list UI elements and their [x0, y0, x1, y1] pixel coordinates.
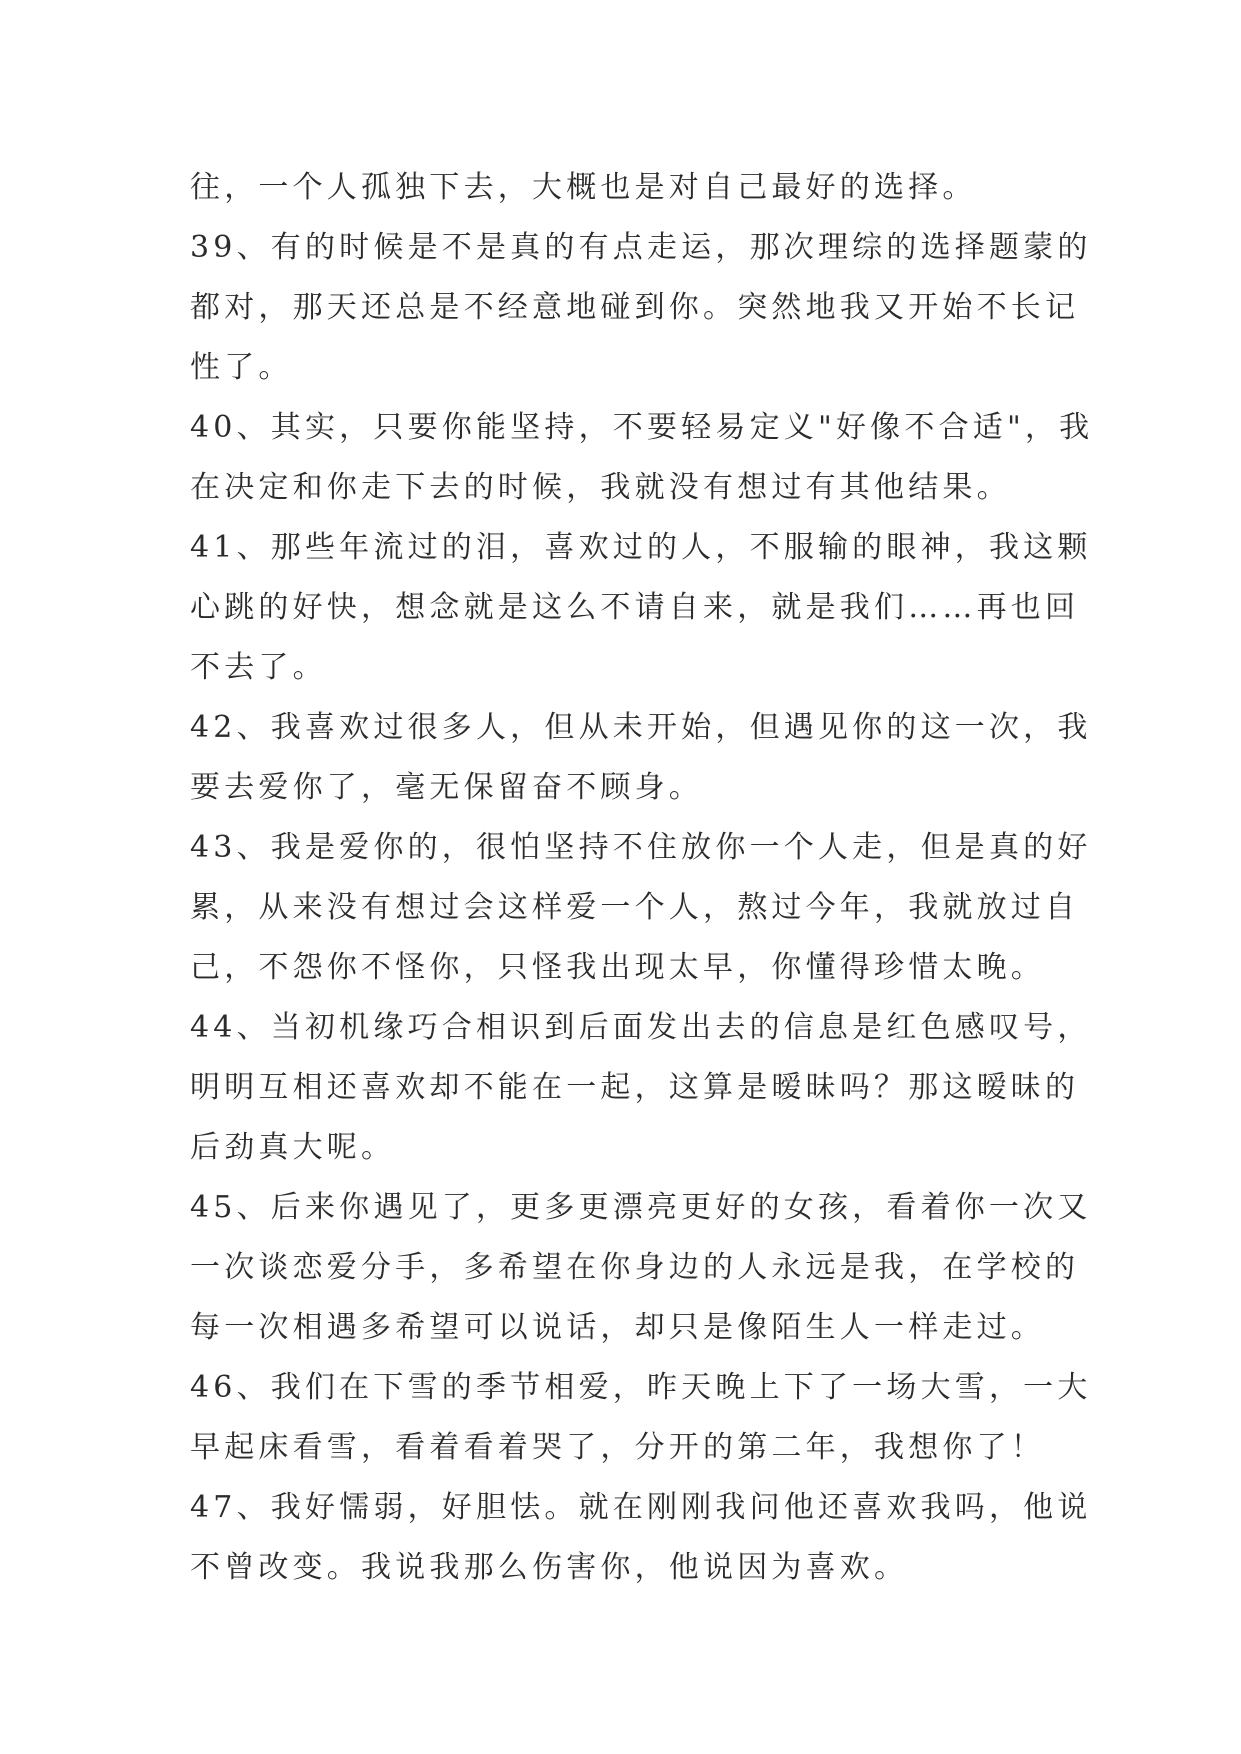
text-line: 己，不怨你不怪你，只怪我出现太早，你懂得珍惜太晚。 [190, 950, 1045, 985]
text-line: 在决定和你走下去的时候，我就没有想过有其他结果。 [190, 470, 1011, 505]
text-line: 后劲真大呢。 [190, 1130, 396, 1165]
text-line: 一次谈恋爱分手，多希望在你身边的人永远是我，在学校的 [190, 1250, 1080, 1285]
text-line: 每一次相遇多希望可以说话，却只是像陌生人一样走过。 [190, 1310, 1045, 1345]
text-line: 46、我们在下雪的季节相爱，昨天晚上下了一场大雪，一大 [190, 1370, 1092, 1405]
text-line: 往，一个人孤独下去，大概也是对自己最好的选择。 [190, 170, 977, 205]
text-line: 40、其实，只要你能坚持，不要轻易定义"好像不合适"，我 [190, 410, 1094, 445]
text-line: 39、有的时候是不是真的有点走运，那次理综的选择题蒙的 [190, 230, 1092, 265]
text-line: 42、我喜欢过很多人，但从未开始，但遇见你的这一次，我 [190, 710, 1092, 745]
text-line: 性了。 [190, 350, 293, 385]
text-line: 累，从来没有想过会这样爱一个人，熬过今年，我就放过自 [190, 890, 1080, 925]
text-line: 47、我好懦弱，好胆怯。就在刚刚我问他还喜欢我吗，他说 [190, 1490, 1092, 1525]
text-line: 心跳的好快，想念就是这么不请自来，就是我们……再也回 [190, 590, 1080, 625]
text-line: 明明互相还喜欢却不能在一起，这算是暧昧吗？那这暧昧的 [190, 1070, 1080, 1105]
text-line: 不去了。 [190, 650, 327, 685]
text-line: 44、当初机缘巧合相识到后面发出去的信息是红色感叹号， [190, 1010, 1092, 1045]
document-body [190, 158, 1094, 1598]
text-line: 45、后来你遇见了，更多更漂亮更好的女孩，看着你一次又 [190, 1190, 1092, 1225]
text-line: 都对，那天还总是不经意地碰到你。突然地我又开始不长记 [190, 290, 1080, 325]
text-line: 早起床看雪，看着看着哭了，分开的第二年，我想你了！ [190, 1430, 1045, 1465]
text-line: 43、我是爱你的，很怕坚持不住放你一个人走，但是真的好 [190, 830, 1092, 865]
text-line: 41、那些年流过的泪，喜欢过的人，不服输的眼神，我这颗 [190, 530, 1092, 565]
text-line: 不曾改变。我说我那么伤害你，他说因为喜欢。 [190, 1550, 909, 1585]
text-line: 要去爱你了，毫无保留奋不顾身。 [190, 770, 703, 805]
